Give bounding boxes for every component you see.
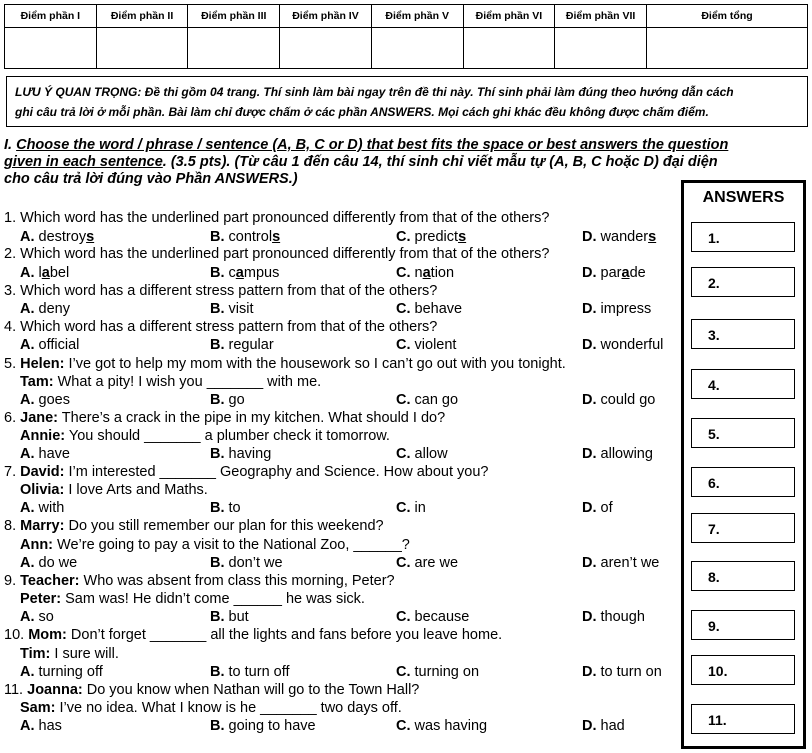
score-header: Điểm phần II (96, 5, 188, 28)
option (396, 499, 426, 517)
option-label: A. (20, 337, 35, 353)
option-label: D. (582, 229, 597, 245)
answers-title: ANSWERS (702, 189, 785, 206)
reply-text: I’ve no idea. What I know is he _______ two days off. (55, 700, 402, 716)
option (582, 717, 625, 735)
option (582, 336, 663, 354)
underlined-letter: a (621, 265, 630, 281)
option (20, 663, 103, 681)
option-label: B. (210, 555, 225, 571)
underlined-letter: a (235, 265, 244, 281)
question-number: 9. (4, 573, 17, 589)
question-text: Who was absent from class this morning, Peter? (79, 573, 395, 589)
option-label: D. (582, 301, 597, 317)
speaker: Tim: (20, 646, 51, 662)
question-text: Do you still remember our plan for this weekend? (64, 518, 384, 534)
option-text: can go (410, 392, 459, 408)
reply-text: You should _______ a plumber check it tomorrow. (65, 428, 390, 444)
option-label: B. (210, 337, 225, 353)
question-text: Which word has a different stress pattern from that of the others? (20, 319, 438, 335)
option-text: having (224, 446, 272, 462)
option-text: visit (224, 301, 254, 317)
option (396, 445, 448, 463)
speaker: Mom: (28, 627, 67, 643)
option (210, 608, 249, 626)
option (582, 391, 655, 409)
option (210, 300, 254, 318)
option-label: C. (396, 301, 411, 317)
answer-box[interactable]: 4. (691, 369, 795, 399)
option-text: but (224, 609, 249, 625)
speaker: Jane: (20, 410, 59, 426)
option-label: D. (582, 555, 597, 571)
option (210, 445, 271, 463)
option (210, 391, 245, 409)
option (396, 663, 479, 681)
score-cell[interactable] (5, 28, 97, 69)
option (396, 228, 466, 246)
question-reply (20, 427, 390, 445)
option (20, 228, 94, 246)
question-text: Don’t forget _______ all the lights and fans before you leave home. (66, 627, 503, 643)
option-label: A. (20, 229, 35, 245)
option-text-rest: de (629, 265, 646, 281)
option-text: regular (224, 337, 274, 353)
answer-box[interactable]: 10. (691, 655, 795, 685)
question-text: Which word has the underlined part pronounced differently from that of the others? (20, 246, 550, 262)
option (20, 608, 54, 626)
option-text: go (224, 392, 245, 408)
question-stem (4, 572, 395, 590)
option (396, 391, 458, 409)
option-text: has (34, 718, 62, 734)
option (396, 554, 458, 572)
option-text-rest: mpus (243, 265, 280, 281)
option (20, 554, 77, 572)
option-label: C. (396, 609, 411, 625)
option-text: official (34, 337, 80, 353)
section-heading: I. Choose the word / phrase / sentence (A, B, C or D) that best fits the space or best answers the question (4, 137, 729, 153)
score-header: Điểm phần III (188, 5, 280, 28)
option (210, 554, 283, 572)
option-label: C. (396, 265, 411, 281)
score-cell[interactable] (463, 28, 555, 69)
score-header: Điểm tổng (647, 5, 808, 28)
score-cell[interactable] (647, 28, 808, 69)
option-text: so (34, 609, 54, 625)
option-label: A. (20, 500, 35, 516)
score-table (4, 4, 808, 69)
answers-panel (681, 180, 806, 749)
score-header: Điểm phần I (5, 5, 97, 28)
question-stem (4, 463, 488, 481)
question-number: 10. (4, 627, 25, 643)
option-text: had (596, 718, 625, 734)
option-label: C. (396, 718, 411, 734)
question-number: 2. (4, 246, 17, 262)
answer-box[interactable]: 5. (691, 418, 795, 448)
option-text: are we (410, 555, 459, 571)
option-label: A. (20, 664, 35, 680)
notice-line: ghi câu trả lời ở mỗi phần. Bài làm chỉ được chấm ở các phần ANSWERS. Mọi cách ghi khác đều không được chấm điểm. (15, 105, 709, 119)
question-stem (4, 355, 566, 373)
option-text: wander (596, 229, 649, 245)
question-reply (20, 373, 321, 391)
option-label: D. (582, 664, 597, 680)
option (210, 228, 280, 246)
option (582, 608, 645, 626)
question-stem (4, 209, 549, 227)
question-number: 4. (4, 319, 17, 335)
option-text: l (34, 265, 42, 281)
option (582, 445, 653, 463)
option (210, 264, 279, 282)
option-text: c (224, 265, 236, 281)
question-number: 6. (4, 410, 17, 426)
reply-text: We’re going to pay a visit to the National Zoo, ______? (53, 537, 410, 553)
question-reply (20, 645, 119, 663)
option-label: A. (20, 392, 35, 408)
option-text: because (410, 609, 470, 625)
option-text: n (410, 265, 423, 281)
option (20, 336, 79, 354)
option-text: was having (410, 718, 488, 734)
score-header: Điểm phần VII (555, 5, 647, 28)
option (396, 336, 456, 354)
option-text: goes (34, 392, 70, 408)
option-label: D. (582, 265, 597, 281)
option-text: destroy (34, 229, 87, 245)
section-heading-line3: cho câu trả lời đúng vào Phần ANSWERS.) (4, 171, 298, 187)
speaker: Teacher: (20, 573, 80, 589)
reply-text: Sam was! He didn’t come ______ he was sick. (61, 591, 365, 607)
question-text: Do you know when Nathan will go to the Town Hall? (82, 682, 420, 698)
score-header: Điểm phần VI (463, 5, 555, 28)
option-label: C. (396, 555, 411, 571)
underlined-letter: s (458, 229, 467, 245)
score-cell[interactable] (280, 28, 372, 69)
option-label: A. (20, 446, 35, 462)
option (20, 717, 62, 735)
option (396, 717, 487, 735)
answer-box[interactable]: 11. (691, 704, 795, 734)
option-text: turning on (410, 664, 480, 680)
option-label: A. (20, 265, 35, 281)
question-stem (4, 409, 445, 427)
option (582, 300, 651, 318)
option (20, 445, 70, 463)
speaker: Helen: (20, 356, 65, 372)
underlined-letter: s (648, 229, 657, 245)
option-text: control (224, 229, 273, 245)
underlined-letter: s (272, 229, 281, 245)
question-number: 11. (4, 682, 24, 698)
question-stem (4, 517, 384, 535)
underlined-letter: s (86, 229, 95, 245)
option-label: B. (210, 664, 225, 680)
option-label: B. (210, 229, 225, 245)
option-label: A. (20, 718, 35, 734)
option-label: D. (582, 337, 597, 353)
question-reply (20, 590, 365, 608)
question-reply (20, 536, 410, 554)
question-reply (20, 699, 402, 717)
option-label: B. (210, 500, 225, 516)
question-text: I’m interested _______ Geography and Science. How about you? (64, 464, 489, 480)
option-label: B. (210, 446, 225, 462)
underlined-letter: a (422, 265, 431, 281)
option-text: to turn on (596, 664, 662, 680)
score-cell[interactable] (371, 28, 463, 69)
option-text: though (596, 609, 645, 625)
option (20, 499, 64, 517)
option-text: have (34, 446, 70, 462)
question-stem (4, 282, 437, 300)
option-label: D. (582, 500, 597, 516)
question-number: 8. (4, 518, 17, 534)
option-text: allowing (596, 446, 653, 462)
option-text: do we (34, 555, 78, 571)
option-label: A. (20, 609, 35, 625)
important-notice (6, 76, 808, 127)
option-text: in (410, 500, 426, 516)
option-text: impress (596, 301, 652, 317)
question-stem (4, 681, 419, 699)
option-label: C. (396, 392, 411, 408)
option (210, 336, 274, 354)
score-cell[interactable] (188, 28, 280, 69)
option (396, 608, 469, 626)
option-label: A. (20, 301, 35, 317)
option-text: behave (410, 301, 463, 317)
option-text: predict (410, 229, 459, 245)
option-text-rest: bel (49, 265, 70, 281)
question-text: Which word has the underlined part pronounced differently from that of the others? (20, 210, 550, 226)
option-text: par (596, 265, 622, 281)
option (582, 228, 656, 246)
speaker: Olivia: (20, 482, 65, 498)
option-label: C. (396, 500, 411, 516)
option (20, 391, 70, 409)
answer-box[interactable]: 7. (691, 513, 795, 543)
option-text: of (596, 500, 613, 516)
speaker: Marry: (20, 518, 65, 534)
question-number: 3. (4, 283, 17, 299)
option (396, 300, 462, 318)
score-header: Điểm phần V (371, 5, 463, 28)
option-text: violent (410, 337, 457, 353)
option-text: don’t we (224, 555, 283, 571)
speaker: David: (20, 464, 65, 480)
option-label: C. (396, 229, 411, 245)
option (20, 300, 70, 318)
option-label: B. (210, 392, 225, 408)
option-text: turning off (34, 664, 103, 680)
option-label: C. (396, 337, 411, 353)
option-label: D. (582, 609, 597, 625)
question-number: 1. (4, 210, 17, 226)
question-number: 7. (4, 464, 17, 480)
answer-box[interactable]: 6. (691, 467, 795, 497)
option (396, 264, 454, 282)
option-label: B. (210, 265, 225, 281)
answer-box[interactable]: 9. (691, 610, 795, 640)
section-heading-line2: given in each sentence. (3.5 pts). (Từ câu 1 đến câu 14, thí sinh chỉ viết mẫu tự (A, B, C hoặc D) đại diện (4, 154, 718, 170)
speaker: Ann: (20, 537, 54, 553)
reply-text: I sure will. (50, 646, 119, 662)
question-text: There’s a crack in the pipe in my kitchen. What should I do? (58, 410, 446, 426)
option (210, 499, 241, 517)
option-text: to (224, 500, 241, 516)
answer-box[interactable]: 3. (691, 319, 795, 349)
question-number: 5. (4, 356, 17, 372)
speaker: Sam: (20, 700, 56, 716)
question-text: Which word has a different stress pattern from that of the others? (20, 283, 438, 299)
option (582, 264, 646, 282)
option-text: wonderful (596, 337, 664, 353)
speaker: Annie: (20, 428, 66, 444)
option-label: D. (582, 446, 597, 462)
score-header: Điểm phần IV (280, 5, 372, 28)
option-text: going to have (224, 718, 316, 734)
option-label: B. (210, 718, 225, 734)
option (582, 663, 662, 681)
option-text: deny (34, 301, 70, 317)
question-text: I’ve got to help my mom with the housework so I can’t go out with you tonight. (64, 356, 566, 372)
option-text: could go (596, 392, 656, 408)
score-cell[interactable] (555, 28, 647, 69)
underlined-letter: a (41, 265, 50, 281)
option (210, 663, 290, 681)
notice-line: LƯU Ý QUAN TRỌNG: Đề thi gồm 04 trang. Thí sinh làm bài ngay trên đề thi này. Thí sinh phải làm đúng theo hướng dẫn cách (15, 85, 734, 99)
speaker: Joanna: (27, 682, 83, 698)
option (20, 264, 69, 282)
speaker: Tam: (20, 374, 54, 390)
speaker: Peter: (20, 591, 62, 607)
option-text: aren’t we (596, 555, 660, 571)
option-label: D. (582, 392, 597, 408)
option (582, 554, 659, 572)
option (582, 499, 613, 517)
option-label: A. (20, 555, 35, 571)
reply-text: What a pity! I wish you _______ with me. (53, 374, 322, 390)
option (210, 717, 316, 735)
answer-box[interactable]: 8. (691, 561, 795, 591)
question-stem (4, 245, 549, 263)
question-stem (4, 626, 502, 644)
score-cell[interactable] (96, 28, 188, 69)
option-label: B. (210, 609, 225, 625)
option-label: D. (582, 718, 597, 734)
reply-text: I love Arts and Maths. (64, 482, 208, 498)
option-label: C. (396, 664, 411, 680)
option-label: C. (396, 446, 411, 462)
option-text: allow (410, 446, 448, 462)
option-text: to turn off (224, 664, 290, 680)
answer-box[interactable]: 1. (691, 222, 795, 252)
answer-box[interactable]: 2. (691, 267, 795, 297)
question-reply (20, 481, 208, 499)
question-stem (4, 318, 437, 336)
option-text: with (34, 500, 65, 516)
option-text-rest: tion (430, 265, 455, 281)
option-label: B. (210, 301, 225, 317)
